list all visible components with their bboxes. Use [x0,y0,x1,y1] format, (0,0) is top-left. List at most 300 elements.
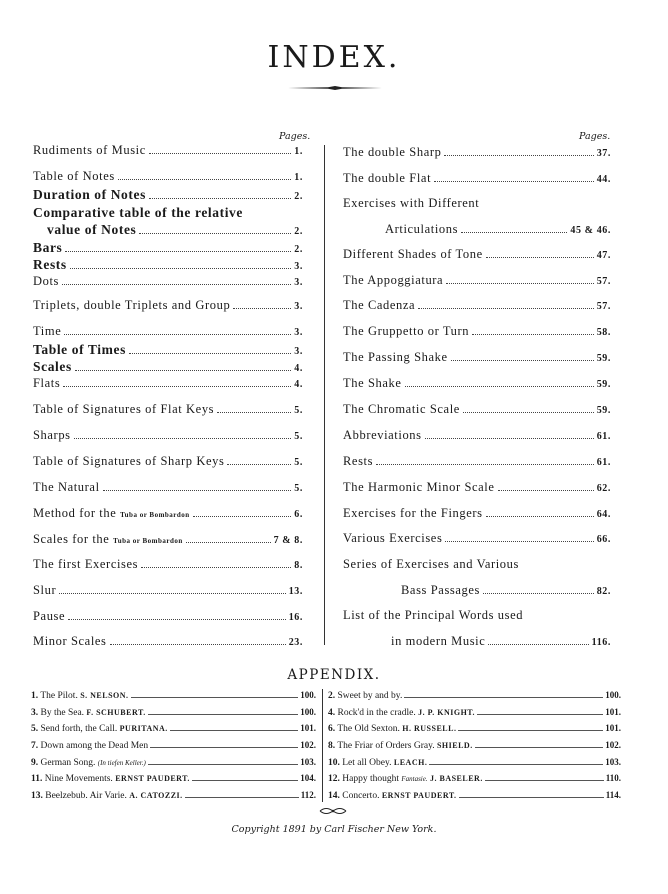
appendix-page-number: 112. [300,790,316,800]
copyright-notice: Copyright 1891 by Carl Fischer New York. [231,824,437,835]
entry-title [33,257,67,273]
entry-title [343,196,479,210]
appendix-page-number: 100. [300,690,316,700]
appendix-entry-title: Let all Obey. [342,758,392,768]
index-entry [343,350,611,365]
dot-leader [488,644,588,645]
dot-leader [75,370,291,371]
entry-title-text: Various Exercises [343,531,443,545]
entry-title [33,480,100,495]
index-entry [33,506,303,521]
entry-page-number: 4. [294,363,303,374]
dot-leader [445,541,593,542]
leader-line [170,730,298,731]
entry-page-number: 6. [294,509,303,520]
appendix-entry [328,773,621,784]
dot-leader [62,284,291,285]
pages-label-left: Pages. [279,131,311,142]
entry-instrument-label: Tuba or Bombardon [113,537,183,545]
appendix-title: APPENDIX. [287,667,381,683]
appendix-entry-author: H. RUSSELL. [402,724,457,733]
entry-page-number: 3. [294,301,303,312]
index-entry [343,402,611,417]
dot-leader [486,516,594,517]
index-entry [33,428,303,443]
entry-title [385,222,458,237]
appendix-entry-label [31,774,190,784]
entry-title-text: Table of Signatures of Flat Keys [33,402,215,416]
appendix-entry [328,740,621,751]
entry-title [33,169,115,184]
appendix-entry-author: J. P. KNIGHT. [418,708,476,717]
entry-page-number: 2. [294,191,303,202]
appendix-entry-number: 7. [31,741,39,751]
appendix-entry-author: SHIELD. [436,741,473,750]
index-entry [343,557,611,572]
dot-leader [434,181,594,182]
dot-leader [446,283,593,284]
appendix-entry-label [328,758,427,768]
appendix-page-number: 101. [300,723,316,733]
appendix-page-number: 114. [605,790,621,800]
entry-title-text: Bass Passages [401,583,480,597]
entry-title [343,480,495,495]
entry-title [401,583,480,598]
index-entry [343,273,611,288]
dot-leader [118,179,291,180]
appendix-entry-label [31,708,146,718]
appendix-entry-author: LEACH. [393,758,428,767]
index-entry [343,506,611,521]
dot-leader [70,268,292,269]
appendix-entry-number: 13. [31,791,43,801]
appendix-entry-author: PURITANA. [119,724,168,733]
entry-title-text: The double Sharp [343,145,442,159]
appendix-entry [31,690,316,701]
entry-page-number: 57. [596,276,611,287]
dot-leader [193,516,292,517]
appendix-entry [328,790,621,801]
appendix-entry [31,723,316,734]
index-entry [33,583,303,598]
entry-title [343,273,443,288]
entry-page-number: 16. [288,612,303,623]
appendix-entry-title: Happy thought [342,774,399,784]
entry-title-text: Rests [343,454,374,468]
entry-title [343,145,441,160]
dot-leader [463,412,594,413]
appendix-entry-label [328,741,473,751]
index-entry [33,298,303,313]
index-entry [33,480,303,495]
index-entry [391,634,611,649]
leader-line [429,764,603,765]
index-entry [343,428,611,443]
entry-page-number: 5. [294,431,303,442]
appendix-entry [328,757,621,768]
appendix-entry-number: 12. [328,774,340,784]
dot-leader [186,542,271,543]
index-entry [343,298,611,313]
column-divider [324,145,325,645]
entry-page-number: 44. [596,174,611,185]
index-entry [33,454,303,469]
entry-title [33,532,183,547]
entry-title-text: Duration of Notes [33,187,146,202]
entry-page-number: 59. [596,405,611,416]
dot-leader [74,438,292,439]
dot-leader [451,360,594,361]
entry-title [343,298,415,313]
dot-leader [483,593,594,594]
entry-page-number: 37. [596,148,611,159]
entry-title [47,222,136,238]
appendix-entry-title: Send forth, the Call. [40,724,118,734]
dot-leader [68,619,286,620]
appendix-entry-number: 4. [328,708,336,718]
appendix-entry-label [328,774,483,784]
index-entry [385,222,611,237]
entry-title-text: The Natural [33,480,100,494]
appendix-page-number: 101. [605,707,621,717]
entry-page-number: 64. [596,509,611,520]
dot-leader [425,438,594,439]
entry-title [343,608,523,622]
appendix-entry [31,773,316,784]
entry-title-text: The Chromatic Scale [343,402,460,416]
entry-title [33,557,138,572]
entry-title [33,454,224,469]
appendix-entry [31,757,316,768]
appendix-entry-label [31,691,129,701]
dot-leader [418,308,593,309]
leader-line [475,747,604,748]
dot-leader [59,593,285,594]
index-entry [33,169,303,184]
appendix-divider [322,689,323,802]
appendix-page-number: 103. [300,757,316,767]
entry-page-number: 61. [596,431,611,442]
entry-title [33,376,60,391]
appendix-page-number: 104. [300,773,316,783]
entry-title-text: Minor Scales [33,634,107,648]
appendix-entry-author: ERNST PAUDERT. [381,791,457,800]
appendix-entry-title: Beelzebub. Air Varie. [45,791,127,801]
entry-page-number: 8. [294,560,303,571]
entry-page-number: 3. [294,346,303,357]
dot-leader [149,153,291,154]
entry-page-number: 5. [294,457,303,468]
entry-title [33,324,61,339]
entry-title-text: Exercises for the Fingers [343,506,483,520]
dot-leader [405,386,594,387]
dot-leader [227,464,291,465]
index-entry [343,145,611,160]
appendix-entry-title: The Pilot. [40,691,78,701]
entry-title-text: The Appoggiatura [343,273,444,287]
dot-leader [63,386,291,387]
entry-title-text: Flats [33,376,61,390]
appendix-entry-number: 9. [31,758,39,768]
entry-title [33,240,62,256]
dot-leader [129,353,291,354]
entry-title-text: The first Exercises [33,557,139,571]
leader-line [148,714,299,715]
dot-leader [64,334,291,335]
appendix-entry-number: 6. [328,724,336,734]
entry-instrument-label: Tuba or Bombardon [120,511,190,519]
index-entry [343,454,611,469]
dot-leader [103,490,292,491]
dot-leader [139,233,291,234]
leader-line [459,797,604,798]
title-ornament-rule [288,86,382,90]
index-entry [33,274,303,289]
appendix-entry-author: J. BASELER. [429,774,483,783]
leader-line [477,714,603,715]
entry-title-text: Comparative table of the relative [33,205,243,220]
entry-title [343,376,402,391]
entry-title [343,428,422,443]
entry-title-text: The Passing Shake [343,350,448,364]
appendix-entry-label [31,741,148,751]
entry-page-number: 58. [596,327,611,338]
entry-page-number: 3. [294,277,303,288]
appendix-page-number: 100. [300,707,316,717]
dot-leader [65,251,291,252]
entry-title [343,531,442,546]
appendix-entry-author: ERNST PAUDERT. [115,774,190,783]
entry-page-number: 2. [294,244,303,255]
index-entry [33,376,303,391]
index-entry [33,240,303,256]
entry-page-number: 4. [294,379,303,390]
entry-page-number: 59. [596,353,611,364]
leader-line [148,764,298,765]
appendix-entry-label [328,691,402,701]
index-entry [33,609,303,624]
index-entry [33,634,303,649]
leader-line [131,697,299,698]
entry-title [343,247,483,262]
appendix-entry-number: 3. [31,708,39,718]
appendix-entry [328,723,621,734]
appendix-entry-author: S. NELSON. [80,691,129,700]
appendix-entry-number: 14. [328,791,340,801]
index-entry [343,531,611,546]
appendix-entry-title: Rock'd in the cradle. [337,708,416,718]
entry-page-number: 61. [596,457,611,468]
index-entry [343,324,611,339]
dot-leader [141,567,291,568]
index-entry [33,359,303,375]
leader-line [404,697,603,698]
index-entry [33,205,303,221]
appendix-page-number: 102. [605,740,621,750]
entry-title [33,609,65,624]
index-entry [343,608,611,623]
appendix-entry-title: Nine Movements. [44,774,113,784]
entry-title [33,583,56,598]
entry-title [343,402,460,417]
appendix-page-number: 102. [300,740,316,750]
appendix-entry-number: 10. [328,758,340,768]
appendix-entry [31,790,316,801]
entry-page-number: 2. [294,226,303,237]
entry-page-number: 7 & 8. [273,535,303,546]
appendix-entry [31,707,316,718]
index-entry [47,222,303,238]
entry-title-text: Exercises with Different [343,196,480,210]
entry-title-text: Table of Signatures of Sharp Keys [33,454,225,468]
index-entry [33,257,303,273]
leader-line [185,797,299,798]
entry-title-text: Rests [33,257,67,272]
index-entry [33,143,303,158]
dot-leader [110,644,286,645]
leader-line [192,780,298,781]
entry-title-text: Slur [33,583,57,597]
appendix-entry-title: German Song. [40,758,96,768]
entry-title [33,298,230,313]
index-entry [343,171,611,186]
index-entry [343,247,611,262]
entry-page-number: 3. [294,327,303,338]
entry-title-text: List of the Principal Words used [343,608,524,622]
dot-leader [472,334,594,335]
index-entry [33,342,303,358]
entry-page-number: 5. [294,483,303,494]
entry-title [33,274,59,289]
entry-title-text: The Harmonic Minor Scale [343,480,495,494]
appendix-entry-number: 5. [31,724,39,734]
entry-title [33,428,71,443]
appendix-entry-title: The Old Sexton. [337,724,400,734]
dot-leader [444,155,593,156]
appendix-entry-label [328,791,457,801]
entry-title-text: value of Notes [47,222,137,237]
entry-title-text: Scales for the [33,532,110,546]
appendix-entry-number: 2. [328,691,336,701]
entry-page-number: 59. [596,379,611,390]
appendix-entry-label [31,758,146,768]
appendix-page-number: 100. [605,690,621,700]
entry-title [33,634,107,649]
entry-title-text: Method for the [33,506,117,520]
appendix-entry-title: The Friar of Orders Gray. [337,741,435,751]
index-entry [33,532,303,547]
leader-line [150,747,298,748]
dot-leader [461,232,567,233]
index-entry [343,376,611,391]
entry-title-text: Sharps [33,428,71,442]
entry-page-number: 62. [596,483,611,494]
dot-leader [486,257,594,258]
entry-title-text: Abbreviations [343,428,422,442]
entry-title-text: Table of Notes [33,169,115,183]
entry-title [343,454,373,469]
entry-title-text: Table of Times [33,342,126,357]
appendix-entry-author: F. SCHUBERT. [86,708,146,717]
index-entry [33,557,303,572]
entry-title-text: Dots [33,274,60,288]
leader-line [458,730,603,731]
entry-title-text: The Shake [343,376,402,390]
entry-page-number: 57. [596,301,611,312]
entry-title-text: Articulations [385,222,459,236]
appendix-entry-title: Concerto. [342,791,380,801]
index-entry [343,480,611,495]
entry-title-text: Scales [33,359,72,374]
entry-page-number: 23. [288,637,303,648]
index-entry [401,583,611,598]
appendix-entry-label [31,724,168,734]
dot-leader [498,490,594,491]
entry-page-number: 82. [596,586,611,597]
entry-page-number: 47. [596,250,611,261]
index-entry [33,324,303,339]
appendix-entry-number: 11. [31,774,43,784]
entry-page-number: 116. [591,637,611,648]
entry-title [33,143,146,158]
entry-title-text: Series of Exercises and Various [343,557,519,571]
entry-title [33,506,190,521]
dot-leader [217,412,291,413]
appendix-entry-subtitle: (In tiefen Keller.) [97,759,146,767]
appendix-entry-subtitle: Fantasie. [401,775,428,783]
entry-page-number: 13. [288,586,303,597]
entry-title [33,359,72,375]
entry-page-number: 1. [294,146,303,157]
entry-page-number: 45 & 46. [570,225,611,236]
pages-label-right: Pages. [579,131,611,142]
entry-title-text: Bars [33,240,63,255]
appendix-entry-number: 1. [31,691,39,701]
leader-line [485,780,604,781]
index-entry [343,196,611,211]
appendix-entry-author: A. CATOZZI. [129,791,183,800]
entry-title [343,557,519,571]
appendix-page-number: 110. [605,773,621,783]
appendix-entry-title: Sweet by and by. [337,691,403,701]
entry-title-text: in modern Music [391,634,486,648]
entry-title-text: Different Shades of Tone [343,247,483,261]
appendix-entry [328,690,621,701]
appendix-page-number: 101. [605,723,621,733]
entry-title-text: Rudiments of Music [33,143,146,157]
appendix-entry-label [328,724,456,734]
dot-leader [233,308,291,309]
entry-title [391,634,485,649]
entry-title-text: The Cadenza [343,298,416,312]
appendix-entry-title: By the Sea. [40,708,85,718]
appendix-page-number: 103. [605,757,621,767]
entry-page-number: 3. [294,261,303,272]
entry-title-text: Triplets, double Triplets and Group [33,298,231,312]
entry-title [33,402,214,417]
appendix-entry-number: 8. [328,741,336,751]
entry-title-text: The double Flat [343,171,432,185]
appendix-entry [328,707,621,718]
entry-page-number: 66. [596,534,611,545]
appendix-entry-label [31,791,183,801]
entry-title [343,324,469,339]
entry-title-text: Time [33,324,62,338]
entry-title [33,187,146,203]
dot-leader [149,198,291,199]
appendix-entry-label [328,708,475,718]
appendix-entry [31,740,316,751]
